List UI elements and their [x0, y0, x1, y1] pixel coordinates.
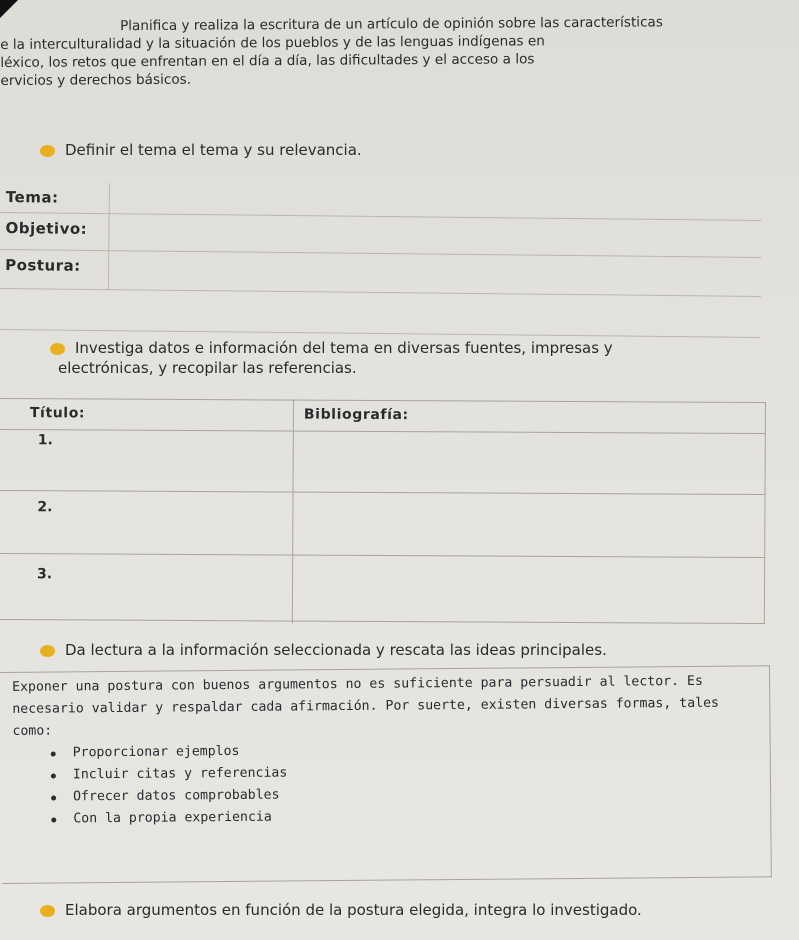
definition-label: Tema: [0, 182, 110, 213]
ideas-paragraph: Exponer una postura con buenos argumentos no es suficiente para persuadir al lector. Es necesario validar y respaldar cada afirmación. Por suerte, existen diversas formas, tales como: [12, 673, 719, 739]
step-research-line-2: electrónicas, y recopilar las referencias. [58, 359, 357, 377]
bullet-dot-icon [40, 645, 55, 657]
list-item: Con la propia experiencia [33, 802, 770, 830]
definition-label: Objetivo: [0, 213, 110, 250]
list-item: Incluir citas y referencias [33, 758, 770, 786]
bibliography-cell[interactable] [294, 432, 765, 494]
ideas-box [0, 665, 772, 884]
ideas-list [1, 736, 771, 831]
bullet-dot-icon [40, 145, 55, 157]
list-item: Ofrecer datos comprobables [33, 780, 770, 808]
table-row [0, 430, 765, 495]
step-research [50, 338, 613, 378]
step-read-text: Da lectura a la información seleccionada y rescata las ideas principales. [65, 641, 607, 659]
definition-input-postura[interactable] [109, 251, 761, 296]
row-number[interactable]: 2. [0, 491, 294, 555]
bibliography-cell[interactable] [293, 493, 764, 557]
bullet-dot-icon [40, 905, 55, 917]
step-read [40, 640, 607, 660]
row-number[interactable]: 1. [0, 430, 294, 492]
definition-label: Postura: [0, 250, 109, 289]
definition-table [0, 182, 762, 338]
definition-row-blank [0, 289, 761, 338]
header-bibliography: Bibliografía: [303, 406, 409, 424]
step-arguments-text: Elabora argumentos en función de la postura elegida, integra lo investigado. [65, 901, 642, 919]
row-number[interactable]: 3. [0, 554, 293, 624]
bibliography-cell[interactable] [293, 556, 764, 626]
intro-line-1: Planifica y realiza la escritura de un artículo de opinión sobre las características [120, 14, 664, 35]
table-row [0, 554, 764, 626]
intro-line-2: e la interculturalidad y la situación de los pueblos y de las lenguas indígenas en [0, 33, 545, 53]
step-define-topic-text: Definir el tema el tema y su relevancia. [65, 141, 362, 159]
sources-table [0, 398, 766, 624]
intro-instructions [0, 12, 790, 90]
definition-input-objetivo[interactable] [109, 214, 761, 257]
intro-line-3: léxico, los retos que enfrentan en el día a día, las dificultades y el acceso a los [0, 51, 535, 71]
sources-table-header [0, 399, 765, 434]
intro-line-4: ervicios y derechos básicos. [0, 71, 192, 89]
page-corner-shadow [0, 0, 18, 18]
header-title: Título: [0, 399, 294, 431]
step-arguments [40, 900, 642, 920]
table-row [0, 491, 765, 558]
step-define-topic [40, 140, 362, 160]
bullet-dot-icon [50, 343, 65, 355]
list-item: Proporcionar ejemplos [33, 736, 770, 764]
step-research-line-1: Investiga datos e información del tema en diversas fuentes, impresas y [75, 339, 613, 357]
